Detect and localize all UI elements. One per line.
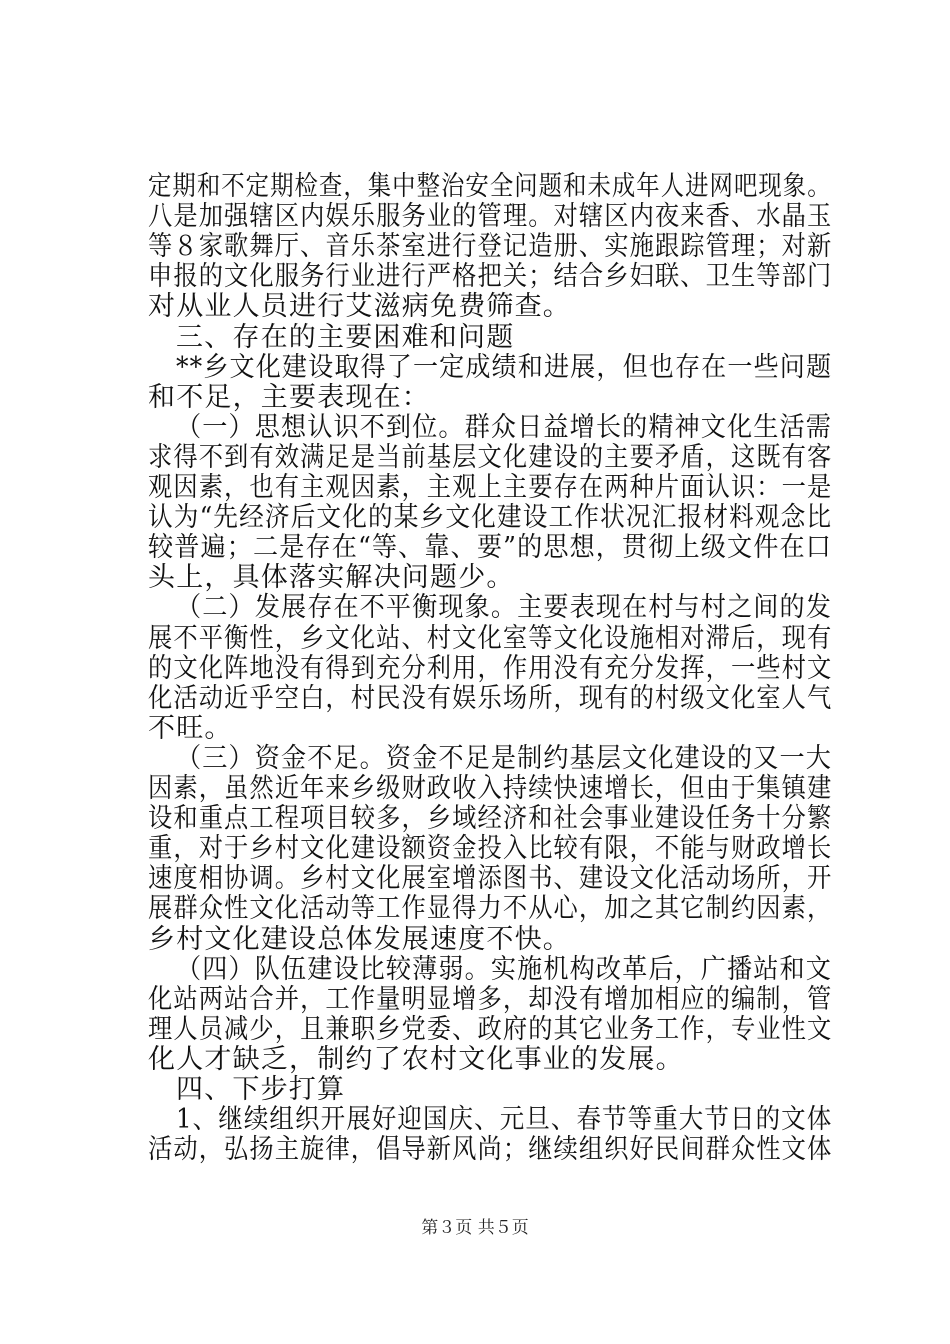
text-line: 乡村文化建设总体发展速度不快。 <box>148 924 571 955</box>
text-line: 展不平衡性，乡文化站、村文化室等文化设施相对滞后，现有 <box>148 623 833 654</box>
text-line: 求得不到有效满足是当前基层文化建设的主要矛盾，这既有客 <box>148 442 833 473</box>
text-line: 化人才缺乏，制约了农村文化事业的发展。 <box>148 1044 684 1075</box>
text-line: 的文化阵地没有得到充分利用，作用没有充分发挥，一些村文 <box>148 653 833 684</box>
text-line: **乡文化建设取得了一定成绩和进展，但也存在一些问题 <box>176 352 833 383</box>
text-line: 理人员减少，且兼职乡党委、政府的其它业务工作，专业性文 <box>148 1014 833 1045</box>
text-line: 重，对于乡村文化建设额资金投入比较有限，不能与财政增长 <box>148 833 833 864</box>
section-heading: 四、下步打算 <box>176 1074 346 1105</box>
text-line: （三）资金不足。资金不足是制约基层文化建设的又一大 <box>176 743 833 774</box>
text-line: 化活动近乎空白，村民没有娱乐场所，现有的村级文化室人气 <box>148 683 833 714</box>
text-line: 1、继续组织开展好迎国庆、元旦、春节等重大节日的文体 <box>176 1104 833 1135</box>
text-line: 因素，虽然近年来乡级财政收入持续快速增长，但由于集镇建 <box>148 773 833 804</box>
text-line: 申报的文化服务行业进行严格把关；结合乡妇联、卫生等部门 <box>148 261 833 292</box>
text-line: （一）思想认识不到位。群众日益增长的精神文化生活需 <box>176 412 833 443</box>
text-line: （四）队伍建设比较薄弱。实施机构改革后，广播站和文 <box>176 954 833 985</box>
page-number: 第３页 共５页 <box>421 1218 529 1238</box>
text-line: （二）发展存在不平衡现象。主要表现在村与村之间的发 <box>176 592 833 623</box>
text-line: 对从业人员进行艾滋病免费筛查。 <box>148 291 571 322</box>
text-line: 认为“先经济后文化的某乡文化建设工作状况汇报材料观念比 <box>148 502 833 533</box>
text-line: 和不足，主要表现在： <box>148 382 430 413</box>
text-line: 较普遍；二是存在“等、靠、要”的思想，贯彻上级文件在口 <box>148 532 833 563</box>
text-line: 头上，具体落实解决问题少。 <box>148 562 515 593</box>
text-line: 观因素，也有主观因素，主观上主要存在两种片面认识：一是 <box>148 472 833 503</box>
text-line: 化站两站合并，工作量明显增多，却没有增加相应的编制，管 <box>148 984 833 1015</box>
text-line: 八是加强辖区内娱乐服务业的管理。对辖区内夜来香、水晶玉 <box>148 201 833 232</box>
section-heading: 三、存在的主要困难和问题 <box>176 322 515 353</box>
text-line: 等８家歌舞厅、音乐茶室进行登记造册、实施跟踪管理；对新 <box>148 231 833 262</box>
text-line: 设和重点工程项目较多，乡域经济和社会事业建设任务十分繁 <box>148 803 833 834</box>
text-line: 速度相协调。乡村文化展室增添图书、建设文化活动场所，开 <box>148 863 833 894</box>
text-line: 展群众性文化活动等工作显得力不从心，加之其它制约因素， <box>148 893 833 924</box>
text-line: 定期和不定期检查，集中整治安全问题和未成年人进网吧现象。 <box>148 171 832 202</box>
text-line: 不旺。 <box>148 713 233 744</box>
text-line: 活动，弘扬主旋律，倡导新风尚；继续组织好民间群众性文体 <box>148 1134 833 1165</box>
